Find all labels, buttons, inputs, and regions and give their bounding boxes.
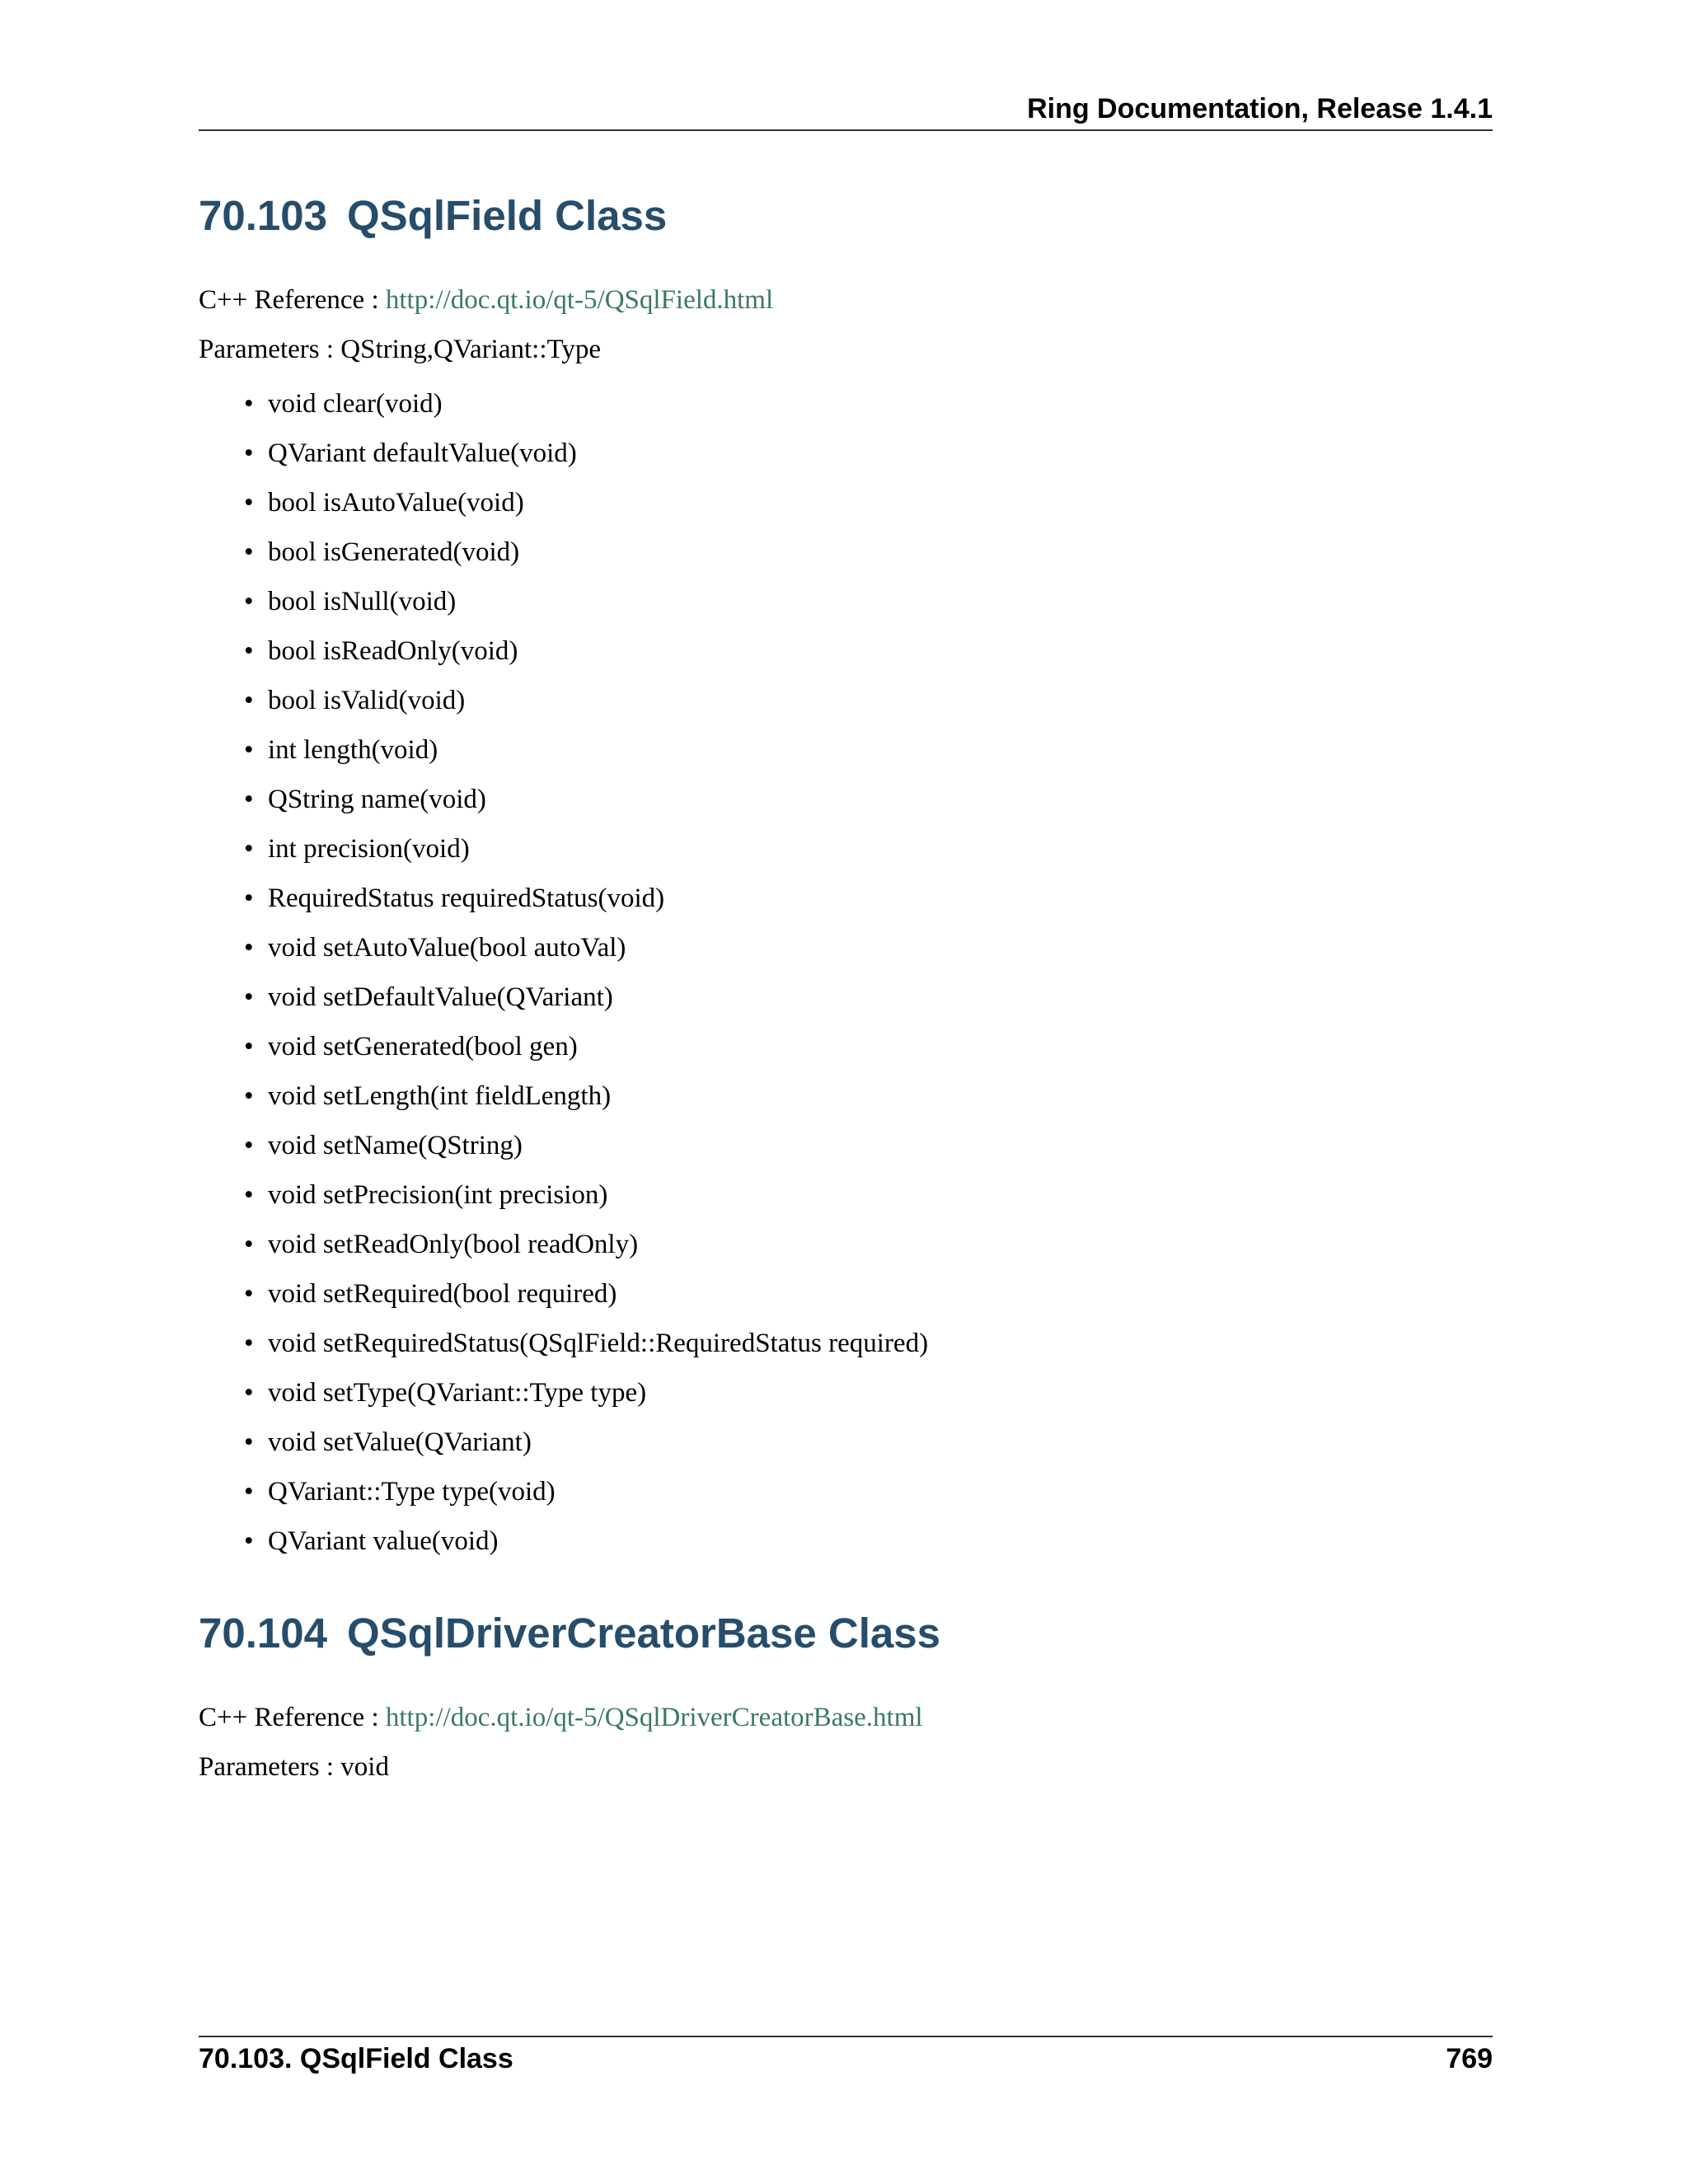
reference-label: C++ Reference : [199,285,386,315]
list-item [199,1080,928,1129]
method-signature: bool isValid(void) [268,686,466,715]
bullet-icon: • [244,1477,254,1507]
list-item [199,1426,928,1475]
method-signature: QString name(void) [268,785,486,814]
list-item [199,585,928,635]
bullet-icon: • [244,389,254,419]
bullet-icon: • [244,1329,254,1358]
footer-section-title: 70.103. QSqlField Class [199,2043,513,2074]
method-signature: void setRequiredStatus(QSqlField::RequiredStatus required) [268,1329,929,1358]
bullet-icon: • [244,834,254,864]
bullet-icon: • [244,982,254,1012]
list-item [199,1475,928,1525]
bullet-icon: • [244,488,254,518]
list-item [199,486,928,536]
method-signature: RequiredStatus requiredStatus(void) [268,883,665,913]
method-list [199,387,928,1574]
bullet-icon: • [244,1279,254,1309]
section-heading-qsqldrivercreatorbase [199,1609,940,1658]
list-item [199,1228,928,1277]
method-signature: void setGenerated(bool gen) [268,1032,578,1062]
method-signature: QVariant::Type type(void) [268,1477,556,1507]
list-item [199,536,928,585]
running-header: Ring Documentation, Release 1.4.1 [1027,93,1493,124]
reference-link[interactable]: http://doc.qt.io/qt-5/QSqlDriverCreatorBase.html [385,1703,923,1732]
header-rule [199,129,1493,131]
bullet-icon: • [244,537,254,567]
list-item [199,1277,928,1327]
cpp-reference-line [199,1701,923,1734]
bullet-icon: • [244,1081,254,1111]
method-signature: void setLength(int fieldLength) [268,1081,612,1111]
method-signature: bool isGenerated(void) [268,537,520,567]
list-item [199,981,928,1030]
bullet-icon: • [244,883,254,913]
method-signature: void setPrecision(int precision) [268,1180,608,1210]
footer-rule [199,2036,1493,2037]
cpp-reference-line [199,284,773,316]
parameters-value: void [340,1752,389,1782]
bullet-icon: • [244,1378,254,1408]
parameters-line [199,1750,389,1783]
method-signature: bool isReadOnly(void) [268,636,518,666]
bullet-icon: • [244,735,254,765]
list-item [199,733,928,783]
list-item [199,931,928,981]
bullet-icon: • [244,785,254,814]
bullet-icon: • [244,1032,254,1062]
list-item [199,783,928,832]
method-signature: void setValue(QVariant) [268,1427,532,1457]
method-signature: void setDefaultValue(QVariant) [268,982,613,1012]
method-signature: int precision(void) [268,834,470,864]
method-signature: void setName(QString) [268,1131,523,1160]
method-signature: bool isNull(void) [268,587,457,616]
bullet-icon: • [244,686,254,715]
method-signature: void setRequired(bool required) [268,1279,617,1309]
list-item [199,387,928,437]
section-number: 70.104 [199,1610,327,1657]
method-signature: void setType(QVariant::Type type) [268,1378,647,1408]
bullet-icon: • [244,1526,254,1556]
method-signature: QVariant defaultValue(void) [268,438,577,468]
bullet-icon: • [244,438,254,468]
list-item [199,1179,928,1228]
method-signature: void setReadOnly(bool readOnly) [268,1230,639,1259]
list-item [199,1030,928,1080]
page-number: 769 [1446,2043,1493,2074]
section-title: QSqlField Class [347,192,668,239]
bullet-icon: • [244,1131,254,1160]
parameters-value: QString,QVariant::Type [340,335,602,364]
parameters-label: Parameters : [199,335,341,364]
section-title: QSqlDriverCreatorBase Class [347,1610,941,1657]
bullet-icon: • [244,1427,254,1457]
bullet-icon: • [244,636,254,666]
list-item [199,832,928,882]
bullet-icon: • [244,587,254,616]
parameters-label: Parameters : [199,1752,341,1782]
list-item [199,1327,928,1376]
list-item [199,684,928,733]
reference-link[interactable]: http://doc.qt.io/qt-5/QSqlField.html [385,285,774,315]
reference-label: C++ Reference : [199,1703,386,1732]
method-signature: void clear(void) [268,389,443,419]
method-signature: int length(void) [268,735,438,765]
list-item [199,882,928,931]
list-item [199,437,928,486]
bullet-icon: • [244,1230,254,1259]
bullet-icon: • [244,1180,254,1210]
method-signature: bool isAutoValue(void) [268,488,524,518]
list-item [199,1376,928,1426]
bullet-icon: • [244,933,254,963]
method-signature: void setAutoValue(bool autoVal) [268,933,626,963]
parameters-line [199,333,601,366]
section-heading-qsqlfield [199,191,667,241]
section-number: 70.103 [199,192,327,239]
method-signature: QVariant value(void) [268,1526,499,1556]
list-item [199,1525,928,1574]
list-item [199,635,928,684]
list-item [199,1129,928,1179]
